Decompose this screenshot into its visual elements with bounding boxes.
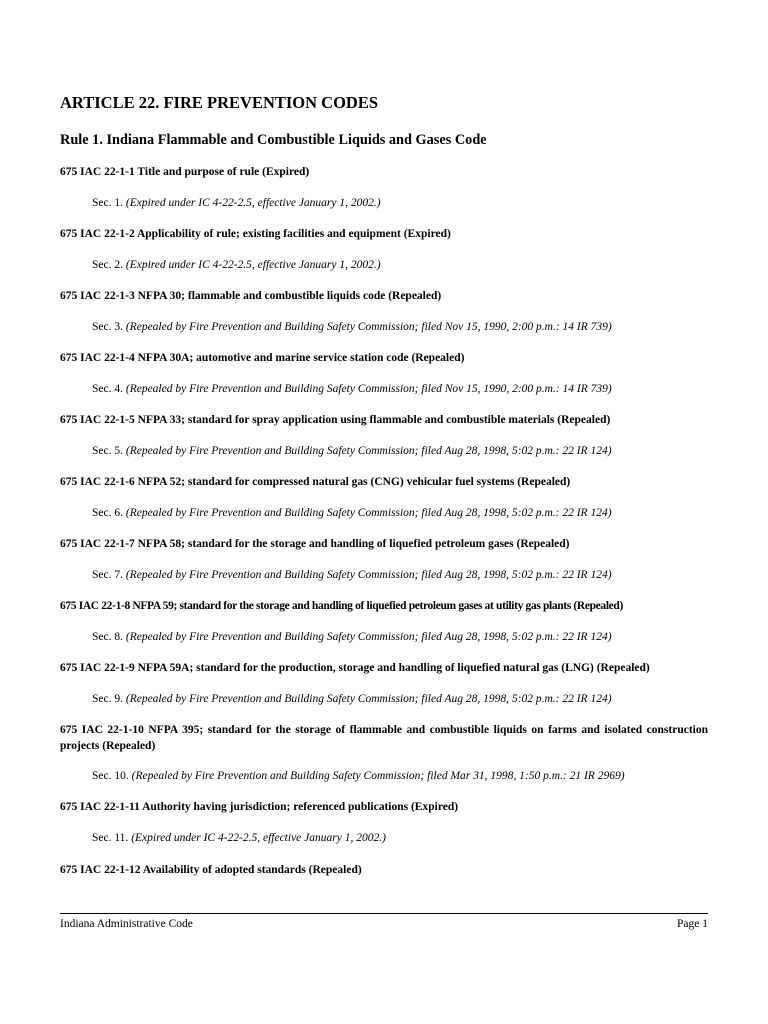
- section-body: [92, 319, 612, 335]
- sec-label: Sec. 3.: [92, 321, 123, 333]
- sec-label: Sec. 9.: [92, 693, 123, 705]
- history-note: (Repealed by Fire Prevention and Building Safety Commission; filed Aug 28, 1998, 5:02 p.m.: 22 IR 124): [125, 507, 612, 519]
- section-body: [92, 629, 612, 645]
- history-note: (Expired under IC 4-22-2.5, effective January 1, 2002.): [125, 197, 381, 209]
- section-heading: 675 IAC 22-1-10 NFPA 395; standard for the storage of flammable and combustible liquids on farms and isolated construction projects (Repealed): [60, 724, 708, 752]
- section-heading: 675 IAC 22-1-4 NFPA 30A; automotive and marine service station code (Repealed): [60, 352, 465, 364]
- footer-page-number: Page 1: [677, 918, 708, 930]
- sec-label: Sec. 5.: [92, 445, 123, 457]
- history-note: (Repealed by Fire Prevention and Building Safety Commission; filed Aug 28, 1998, 5:02 p.m.: 22 IR 124): [125, 631, 612, 643]
- section-heading: 675 IAC 22-1-5 NFPA 33; standard for spray application using flammable and combustible materials (Repealed): [60, 414, 611, 426]
- section-body: [92, 195, 381, 211]
- history-note: (Expired under IC 4-22-2.5, effective January 1, 2002.): [125, 259, 381, 271]
- section-body: [92, 505, 612, 521]
- section-body: [92, 768, 625, 784]
- section-heading: 675 IAC 22-1-6 NFPA 52; standard for compressed natural gas (CNG) vehicular fuel systems (Repealed): [60, 476, 571, 488]
- history-note: (Repealed by Fire Prevention and Building Safety Commission; filed Nov 15, 1990, 2:00 p.m.: 14 IR 739): [125, 383, 612, 395]
- section-body: [92, 691, 612, 707]
- history-note: (Repealed by Fire Prevention and Building Safety Commission; filed Aug 28, 1998, 5:02 p.m.: 22 IR 124): [125, 693, 612, 705]
- section-heading: 675 IAC 22-1-3 NFPA 30; flammable and combustible liquids code (Repealed): [60, 290, 442, 302]
- history-note: (Repealed by Fire Prevention and Building Safety Commission; filed Aug 28, 1998, 5:02 p.m.: 22 IR 124): [125, 445, 612, 457]
- sec-label: Sec. 1.: [92, 197, 123, 209]
- section-heading: 675 IAC 22-1-12 Availability of adopted standards (Repealed): [60, 864, 362, 876]
- sec-label: Sec. 7.: [92, 569, 123, 581]
- sec-label: Sec. 8.: [92, 631, 123, 643]
- sec-label: Sec. 6.: [92, 507, 123, 519]
- sec-label: Sec. 4.: [92, 383, 123, 395]
- article-title: ARTICLE 22. FIRE PREVENTION CODES: [60, 93, 379, 112]
- section-heading: 675 IAC 22-1-7 NFPA 58; standard for the storage and handling of liquefied petroleum gases (Repealed): [60, 538, 570, 550]
- history-note: (Repealed by Fire Prevention and Building Safety Commission; filed Nov 15, 1990, 2:00 p.m.: 14 IR 739): [125, 321, 612, 333]
- section-body: [92, 257, 381, 273]
- sec-label: Sec. 2.: [92, 259, 123, 271]
- section-heading: 675 IAC 22-1-11 Authority having jurisdiction; referenced publications (Expired): [60, 801, 459, 813]
- sec-label: Sec. 11.: [92, 832, 129, 844]
- section-heading: 675 IAC 22-1-8 NFPA 59; standard for the storage and handling of liquefied petroleum gases at utility gas plants (Repealed): [60, 600, 623, 612]
- footer-divider: [60, 913, 708, 914]
- section-body: [92, 830, 386, 846]
- history-note: (Repealed by Fire Prevention and Building Safety Commission; filed Mar 31, 1998, 1:50 p.m.: 21 IR 2969): [131, 770, 625, 782]
- footer-publication-name: Indiana Administrative Code: [60, 918, 193, 930]
- document-page: [60, 0, 708, 1024]
- history-note: (Repealed by Fire Prevention and Building Safety Commission; filed Aug 28, 1998, 5:02 p.m.: 22 IR 124): [125, 569, 612, 581]
- section-heading: 675 IAC 22-1-2 Applicability of rule; existing facilities and equipment (Expired): [60, 228, 451, 240]
- section-body: [92, 381, 612, 397]
- sec-label: Sec. 10.: [92, 770, 129, 782]
- section-heading: 675 IAC 22-1-9 NFPA 59A; standard for the production, storage and handling of liquefied natural gas (LNG) (Repealed): [60, 662, 650, 674]
- history-note: (Expired under IC 4-22-2.5, effective January 1, 2002.): [131, 832, 386, 844]
- rule-title: Rule 1. Indiana Flammable and Combustible Liquids and Gases Code: [60, 132, 487, 148]
- section-body: [92, 567, 612, 583]
- section-heading: 675 IAC 22-1-1 Title and purpose of rule (Expired): [60, 166, 310, 178]
- section-body: [92, 443, 612, 459]
